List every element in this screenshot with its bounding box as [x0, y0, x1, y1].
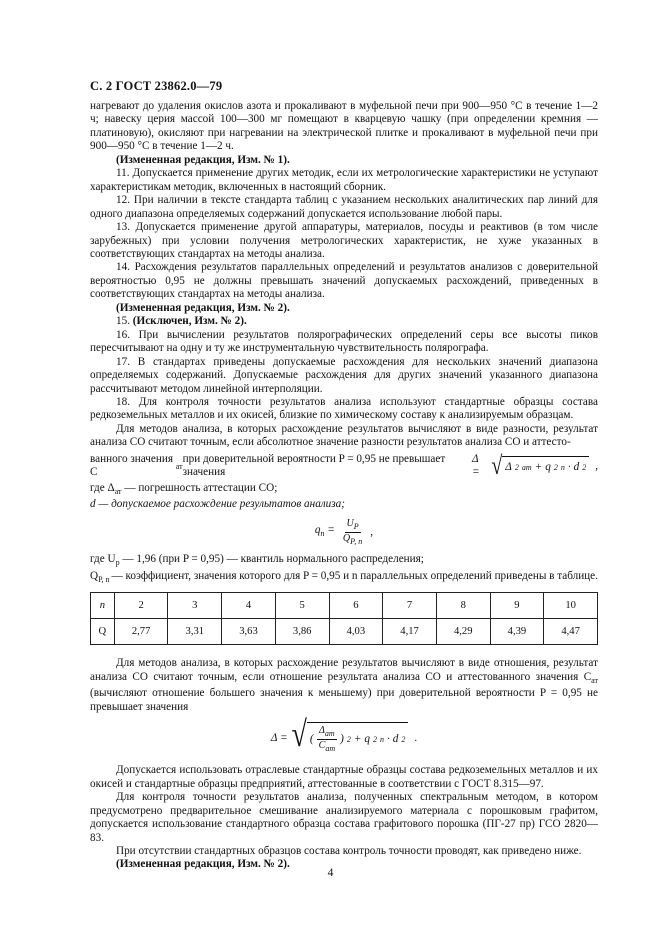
where-block-1: [90, 482, 598, 512]
table-cell: 3: [168, 593, 222, 619]
paragraph-no-standards: При отсутствии стандартных образцов состава контроль точности проводят, как приведено ниже.: [116, 844, 582, 857]
subscript: ат: [114, 486, 122, 496]
table-cell: 6: [329, 593, 383, 619]
paragraph-industry-standards: Допускается использовать отраслевые стандартные образцы состава редкоземельных металлов и их окисей и стандартные образцы предприятий, аттестованные в соответствии с ГОСТ 8.315—97.: [90, 764, 598, 790]
table-cell: 4,03: [329, 619, 383, 645]
subscript: Р, n: [98, 574, 110, 584]
table-cell: 4,39: [490, 619, 544, 645]
table-cell: 4,47: [544, 619, 598, 645]
text-fragment: (вычисляют отношение большего значения к меньшему) при доверительной вероятности P = 0,95 не превышает значения: [90, 687, 598, 713]
paragraph-difference-method: Для методов анализа, в которых расхождение результатов вычисляют в виде разности, результат анализа СО считают точным, если абсолютное значение разности результатов анализа СО и аттесто-: [90, 422, 598, 449]
paragraph-15-number: 15.: [116, 315, 133, 328]
text-fragment: — 1,96 (при P = 0,95) — квантиль нормального распределения;: [119, 552, 424, 565]
formula-delta-ratio: Δ = √ ( $\frac{\Delta_{ат}}{C_{ат}}$ ) 2 + q 2 п · d 2 .: [90, 722, 598, 754]
fraction: $\frac{\Delta_{ат}}{C_{ат}}$: [318, 725, 336, 754]
q-coefficient-table: [90, 592, 598, 645]
table-cell: 2: [114, 593, 168, 619]
table-cell: 3,63: [222, 619, 276, 645]
table-header-row: [91, 593, 598, 619]
table-cell: 8: [436, 593, 490, 619]
table-cell: 3,31: [168, 619, 222, 645]
sqrt-expression: [491, 451, 589, 481]
subscript: р: [115, 558, 120, 568]
table-cell: 3,86: [275, 619, 329, 645]
paragraph-ratio-method: [90, 657, 598, 714]
subscript: ат: [591, 675, 598, 685]
text-fragment: — погрешность аттестации СО;: [121, 481, 278, 494]
text-fragment: где U: [90, 552, 116, 565]
paragraph-15: [90, 315, 598, 328]
sqrt-expression: [291, 714, 409, 756]
where-block-2: [90, 553, 598, 586]
sqrt-body: ( $\frac{\Delta_{ат}}{C_{ат}}$ ) 2 + q 2 п · d 2: [307, 722, 408, 754]
sqrt-sign: √: [291, 714, 307, 756]
text-fragment: при доверительной вероятности P = 0,95 не превышает значения: [182, 452, 446, 479]
table-cell: 7: [383, 593, 437, 619]
table-cell: 4,29: [436, 619, 490, 645]
paragraph-18: 18. Для контроля точности результатов анализа используют стандартные образцы состава редкоземельных металлов и их окисей, близкие по химическому составу к анализируемым образцам.: [90, 395, 598, 422]
subscript: ат: [175, 461, 183, 471]
text-fragment: ванного значения C: [90, 452, 174, 479]
amendment-note-2: (Измененная редакция, Изм. № 2).: [116, 301, 290, 314]
page-number: 4: [327, 867, 334, 879]
table-row: [91, 619, 598, 645]
paragraph-spectral-method: Для контроля точности результатов анализа, полученных спектральным методом, в котором предусмотрено предварительное смешивание анализируемого материала с порошковым графитом, допускается использование стандартного образца состава графитового порошка (ПГ-27 пр) ГСО 2820—83.: [90, 791, 598, 844]
paragraph-13: 13. Допускается применение другой аппаратуры, материалов, посуды и реактивов (в том числе зарубежных) при условии получения метрологических характеристик, не хуже указанных в соответствующих стандартах на методы анализа.: [90, 221, 598, 260]
table-cell: n: [91, 593, 115, 619]
sqrt-body: Δ 2 ат + q 2 п · d 2: [502, 456, 589, 476]
text-fragment: где Δ: [90, 481, 115, 494]
table-cell: 10: [544, 593, 598, 619]
paragraph-continuation: нагревают до удаления окислов азота и прокаливают в муфельной печи при 900—950 °С в течение 1—2 ч; навеску церия массой 100—300 мг помещают в кварцевую чашку (при определении кремния — платиновую), окисляют при нагревании на электрической плитке и прокаливают в муфельной печи при 900—950 °С в течение 1—2 ч.: [90, 100, 598, 153]
paragraph-11: 11. Допускается применение других методик, если их метрологические характеристики не уступают характеристикам методик, включенных в настоящий сборник.: [90, 167, 598, 193]
formula-q: $q_п$ = $\frac{U_Р}{Q_{Р, n}}$ ,: [314, 517, 374, 546]
page-header: С. 2 ГОСТ 23862.0—79: [90, 79, 223, 93]
paragraph-17: 17. В стандартах приведены допускаемые расхождения для нескольких значений диапазона определяемых содержаний. Допускаемые расхождения для других значений указанного диапазона рассчитывают методом линейной интерполяции.: [90, 355, 598, 395]
document-body: [90, 100, 598, 872]
delta-formula: Δ =: [471, 452, 480, 479]
amendment-note-3: (Измененная редакция, Изм. № 2).: [116, 858, 290, 871]
formula-line-delta: ванного значения C ат при доверительной вероятности P = 0,95 не превышает значения Δ = √ Δ 2 ат + q 2 п · d 2 ,: [90, 451, 598, 481]
amendment-note-1: (Измененная редакция, Изм. № 1).: [116, 153, 290, 166]
paragraph-12: 12. При наличии в тексте стандарта таблиц с указанием нескольких аналитических пар линий для одного диапазона определяемых содержаний допускается использование любой пары.: [90, 194, 598, 220]
sqrt-sign: √: [491, 451, 503, 481]
fraction: $\frac{U_Р}{Q_{Р, n}}$: [342, 517, 363, 546]
table-cell: 5: [275, 593, 329, 619]
table-cell: 9: [490, 593, 544, 619]
table-cell: 4: [222, 593, 276, 619]
text-fragment: Для методов анализа, в которых расхождение результатов вычисляют в виде отношения, результат анализа СО считают точным, если отношение результата анализа СО и аттестованного значения C: [90, 657, 598, 683]
paragraph-15-excluded: (Исключен, Изм. № 2).: [132, 315, 247, 328]
table-cell: 2,77: [114, 619, 168, 645]
paragraph-14: 14. Расхождения результатов параллельных определений и результатов анализов с доверительной вероятностью 0,95 не должны превышать значений допускаемых расхождений, приведенных в соответствующих стандартах на методы анализа.: [90, 261, 598, 301]
table-cell: Q: [91, 619, 115, 645]
table-cell: 4,17: [383, 619, 437, 645]
text-fragment: Q: [90, 569, 99, 582]
paragraph-16: 16. При вычислении результатов полярографических определений серы все высоты пиков пересчитывают на одну и ту же инструментальную чувствительность полярографа.: [90, 328, 598, 355]
text-fragment: — коэффициент, значения которого для P = 0,95 и n параллельных определений приведены в таблице.: [111, 569, 598, 582]
where-d: d — допускаемое расхождение результатов анализа;: [90, 498, 345, 511]
